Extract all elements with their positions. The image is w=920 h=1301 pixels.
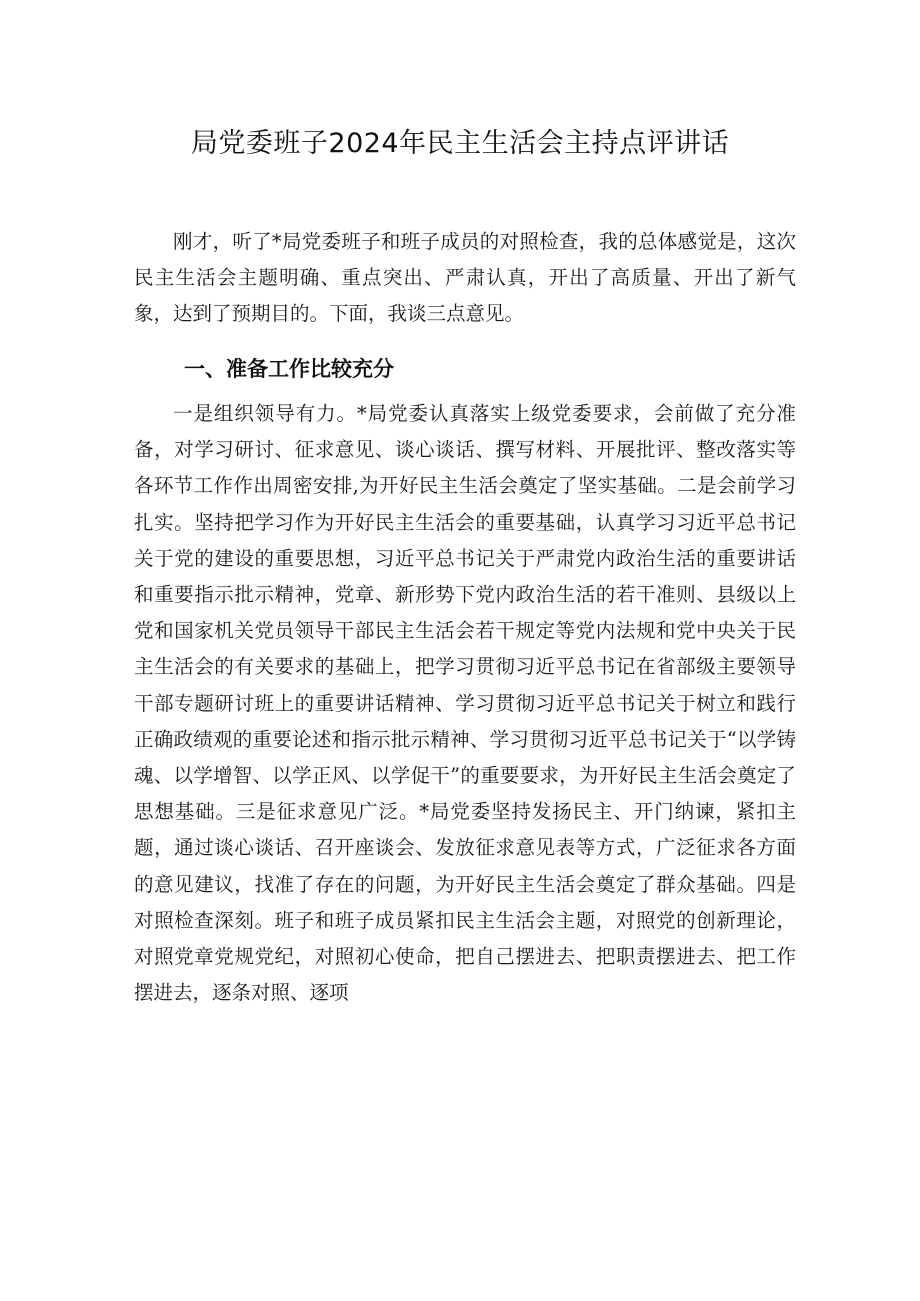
opening-paragraph <box>134 224 796 333</box>
section-1-paragraph <box>134 396 796 1011</box>
section-heading-1: 一、准备工作比较充分 <box>184 357 394 381</box>
section-1-paragraph-text: 一是组织领导有力。*局党委认真落实上级党委要求，会前做了充分准备，对学习研讨、征求意见、谈心谈话、撰写材料、开展批评、整改落实等各环节工作作出周密安排,为开好民主生活会奠定了坚实基础。二是会前学习扎实。坚持把学习作为开好民主生活会的重要基础，认真学习习近平总书记关于党的建设的重要思想，习近平总书记关于严肃党内政治生活的重要讲话和重要指示批示精神，党章、新形势下党内政治生活的若干准则、县级以上党和国家机关党员领导干部民主生活会若干规定等党内法规和党中央关于民主生活会的有关要求的基础上，把学习贯彻习近平总书记在省部级主要领导干部专题研讨班上的重要讲话精神、学习贯彻习近平总书记关于树立和践行正确政绩观的重要论述和指示批示精神、学习贯彻习近平总书记关于“以学铸魂、以学增智、以学正风、以学促干”的重要要求，为开好民主生活会奠定了思想基础。三是征求意见广泛。*局党委坚持发扬民主、开门纳谏，紧扣主题，通过谈心谈话、召开座谈会、发放征求意见表等方式，广泛征求各方面的意见建议，找准了存在的问题，为开好民主生活会奠定了群众基础。四是对照检查深刻。班子和班子成员紧扣民主生活会主题，对照党的创新理论，对照党章党规党纪，对照初心使命，把自己摆进去、把职责摆进去、把工作摆进去，逐条对照、逐项 <box>134 402 796 1005</box>
document-title: 局党委班子2024年民主生活会主持点评讲话 <box>190 128 730 159</box>
opening-paragraph-text: 刚才，听了*局党委班子和班子成员的对照检查，我的总体感觉是，这次民主生活会主题明确、重点突出、严肃认真，开出了高质量、开出了新气象，达到了预期目的。下面，我谈三点意见。 <box>134 230 796 326</box>
